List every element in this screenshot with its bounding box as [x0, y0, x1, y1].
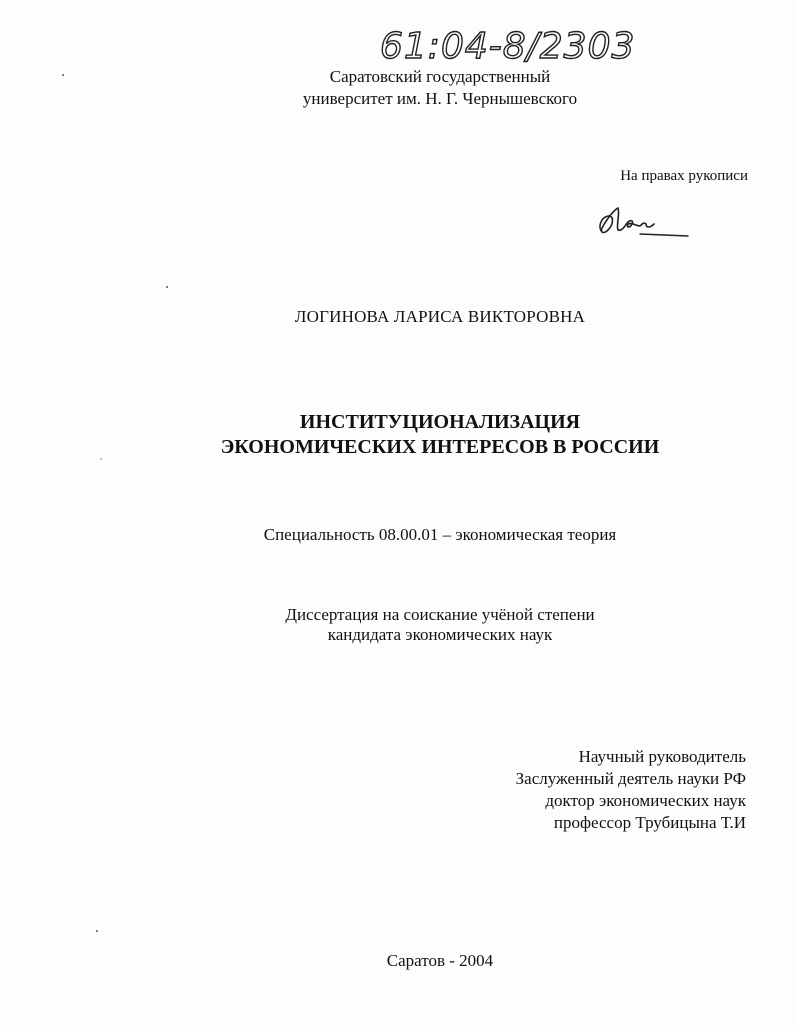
institution-name	[230, 66, 650, 110]
supervisor-line-2: Заслуженный деятель науки РФ	[515, 769, 746, 788]
supervisor-line-3: доктор экономических наук	[545, 791, 746, 810]
degree-line-2: кандидата экономических наук	[327, 625, 553, 644]
scan-speck	[96, 930, 98, 932]
degree-line-1: Диссертация на соискание учёной степени	[285, 605, 595, 624]
dissertation-title	[140, 410, 740, 460]
scan-speck	[166, 286, 168, 288]
handwritten-code-text: 61:04-8/2303	[380, 26, 636, 67]
title-line-1: ИНСТИТУЦИОНАЛИЗАЦИЯ	[299, 411, 581, 433]
institution-line-1: Саратовский государственный	[329, 67, 551, 86]
scan-speck	[62, 74, 64, 76]
handwritten-archive-code	[380, 18, 680, 68]
rights-note: На правах рукописи	[620, 168, 748, 184]
city-year: Саратов - 2004	[386, 951, 494, 970]
supervisor-block	[440, 746, 746, 834]
supervisor-line-1: Научный руководитель	[578, 747, 746, 766]
handwritten-signature	[596, 200, 696, 245]
specialty-line: Специальность 08.00.01 – экономическая теория	[263, 525, 617, 544]
institution-line-2: университет им. Н. Г. Чернышевского	[302, 89, 578, 108]
degree-statement	[200, 605, 680, 645]
author-name: ЛОГИНОВА ЛАРИСА ВИКТОРОВНА	[294, 307, 586, 326]
scan-speck	[100, 458, 102, 460]
supervisor-line-4: профессор Трубицына Т.И	[553, 813, 746, 832]
title-line-2: ЭКОНОМИЧЕСКИХ ИНТЕРЕСОВ В РОССИИ	[220, 436, 660, 458]
